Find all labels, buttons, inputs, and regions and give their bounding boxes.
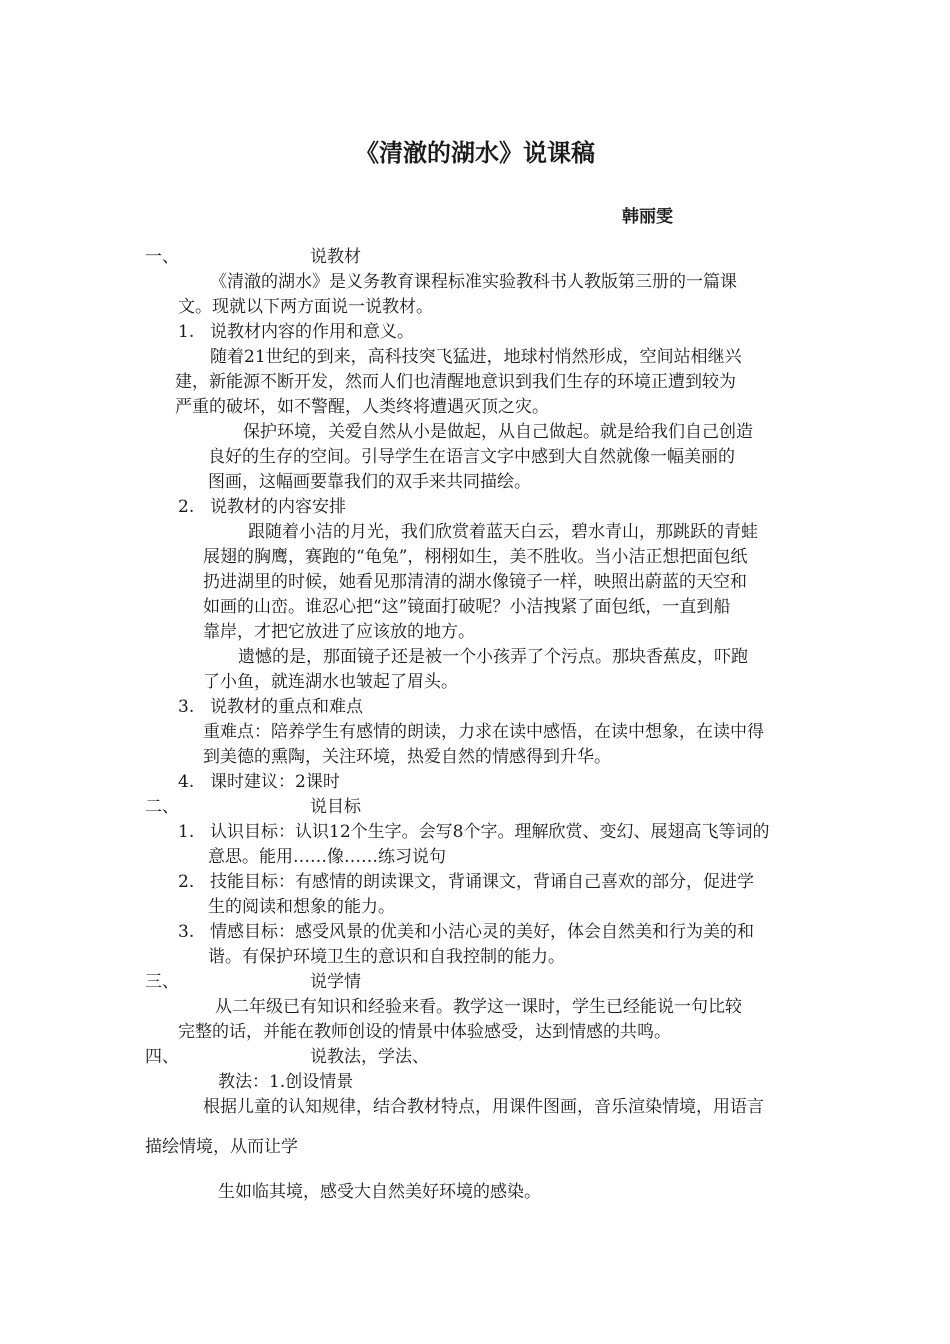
section-4-number: 四、 (145, 1047, 179, 1067)
item-2-1-number: 1. (178, 822, 195, 842)
paragraph-line: 遗憾的是，那面镜子还是被一个小孩弄了个污点。那块香蕉皮，吓跑 (238, 647, 748, 667)
paragraph-line: 了小鱼，就连湖水也皱起了眉头。 (203, 672, 458, 692)
item-1-1-number: 1. (178, 322, 195, 342)
item-1-4-heading: 课时建议：2课时 (210, 772, 340, 792)
paragraph-line: 技能目标：有感情的朗读课文，背诵课文，背诵自己喜欢的部分，促进学 (210, 872, 754, 892)
paragraph-line: 生如临其境，感受大自然美好环境的感染。 (218, 1182, 541, 1202)
paragraph-line: 认识目标：认识12个生字。会写8个字。理解欣赏、变幻、展翅高飞等词的 (210, 822, 770, 842)
section-1-heading: 说教材 (310, 247, 361, 267)
paragraph-line: 根据儿童的认知规律，结合教材特点，用课件图画，音乐渲染情境，用语言 (203, 1097, 764, 1117)
paragraph-line: 展翅的胸鹰，赛跑的“龟兔”，栩栩如生，美不胜收。当小洁正想把面包纸 (203, 547, 748, 567)
subheading-teaching-method: 教法：1.创设情景 (218, 1072, 354, 1092)
paragraph-line: 重难点：陪养学生有感情的朗读，力求在读中感悟，在读中想象，在读中得 (203, 722, 764, 742)
section-1-number: 一、 (145, 247, 179, 267)
item-1-3-number: 3. (178, 697, 195, 717)
item-1-4-number: 4. (178, 772, 195, 792)
item-2-3-number: 3. (178, 922, 195, 942)
paragraph-line: 描绘情境，从而让学 (145, 1137, 298, 1157)
paragraph-line: 良好的生存的空间。引导学生在语言文字中感到大自然就像一幅美丽的 (208, 447, 735, 467)
paragraph-line: 从二年级已有知识和经验来看。教学这一课时，学生已经能说一句比较 (215, 997, 742, 1017)
paragraph-line: 生的阅读和想象的能力。 (208, 897, 395, 917)
section-3-number: 三、 (145, 972, 179, 992)
paragraph-line: 如画的山峦。谁忍心把“这”镜面打破呢？小洁拽紧了面包纸，一直到船 (203, 597, 731, 617)
item-1-1-heading: 说教材内容的作用和意义。 (210, 322, 414, 342)
paragraph-line: 图画，这幅画要靠我们的双手来共同描绘。 (208, 472, 531, 492)
section-1-intro-line: 文。现就以下两方面说一说教材。 (178, 297, 433, 317)
section-1-intro-line: 《清澈的湖水》是义务教育课程标准实验教科书人教版第三册的一篇课 (210, 272, 737, 292)
item-1-2-number: 2. (178, 497, 195, 517)
section-2-heading: 说目标 (310, 797, 361, 817)
section-2-number: 二、 (145, 797, 179, 817)
page-title: 《清澈的湖水》说课稿 (355, 138, 595, 167)
author-name: 韩丽雯 (622, 207, 673, 227)
paragraph-line: 保护环境，关爱自然从小是做起，从自己做起。就是给我们自己创造 (243, 422, 753, 442)
paragraph-line: 情感目标：感受风景的优美和小洁心灵的美好，体会自然美和行为美的和 (210, 922, 754, 942)
paragraph-line: 到美德的熏陶，关注环境，热爱自然的情感得到升华。 (203, 747, 611, 767)
paragraph-line: 完整的话，并能在教师创设的情景中体验感受，达到情感的共鸣。 (178, 1022, 671, 1042)
section-4-heading: 说教法，学法、 (310, 1047, 429, 1067)
section-3-heading: 说学情 (310, 972, 361, 992)
paragraph-line: 扔进湖里的时候，她看见那清清的湖水像镜子一样，映照出蔚蓝的天空和 (203, 572, 747, 592)
item-1-2-heading: 说教材的内容安排 (210, 497, 346, 517)
paragraph-line: 跟随着小洁的月光，我们欣赏着蓝天白云，碧水青山，那跳跃的青蛙 (248, 522, 758, 542)
item-2-2-number: 2. (178, 872, 195, 892)
paragraph-line: 谐。有保护环境卫生的意识和自我控制的能力。 (208, 947, 565, 967)
paragraph-line: 建，新能源不断开发，然而人们也清醒地意识到我们生存的环境正遭到较为 (175, 372, 736, 392)
paragraph-line: 严重的破坏，如不警醒，人类终将遭遇灭顶之灾。 (175, 397, 549, 417)
item-1-3-heading: 说教材的重点和难点 (210, 697, 363, 717)
paragraph-line: 随着21世纪的到来，高科技突飞猛进，地球村悄然形成，空间站相继兴 (210, 347, 742, 367)
paragraph-line: 靠岸，才把它放进了应该放的地方。 (203, 622, 475, 642)
paragraph-line: 意思。能用……像……练习说句 (208, 847, 446, 867)
